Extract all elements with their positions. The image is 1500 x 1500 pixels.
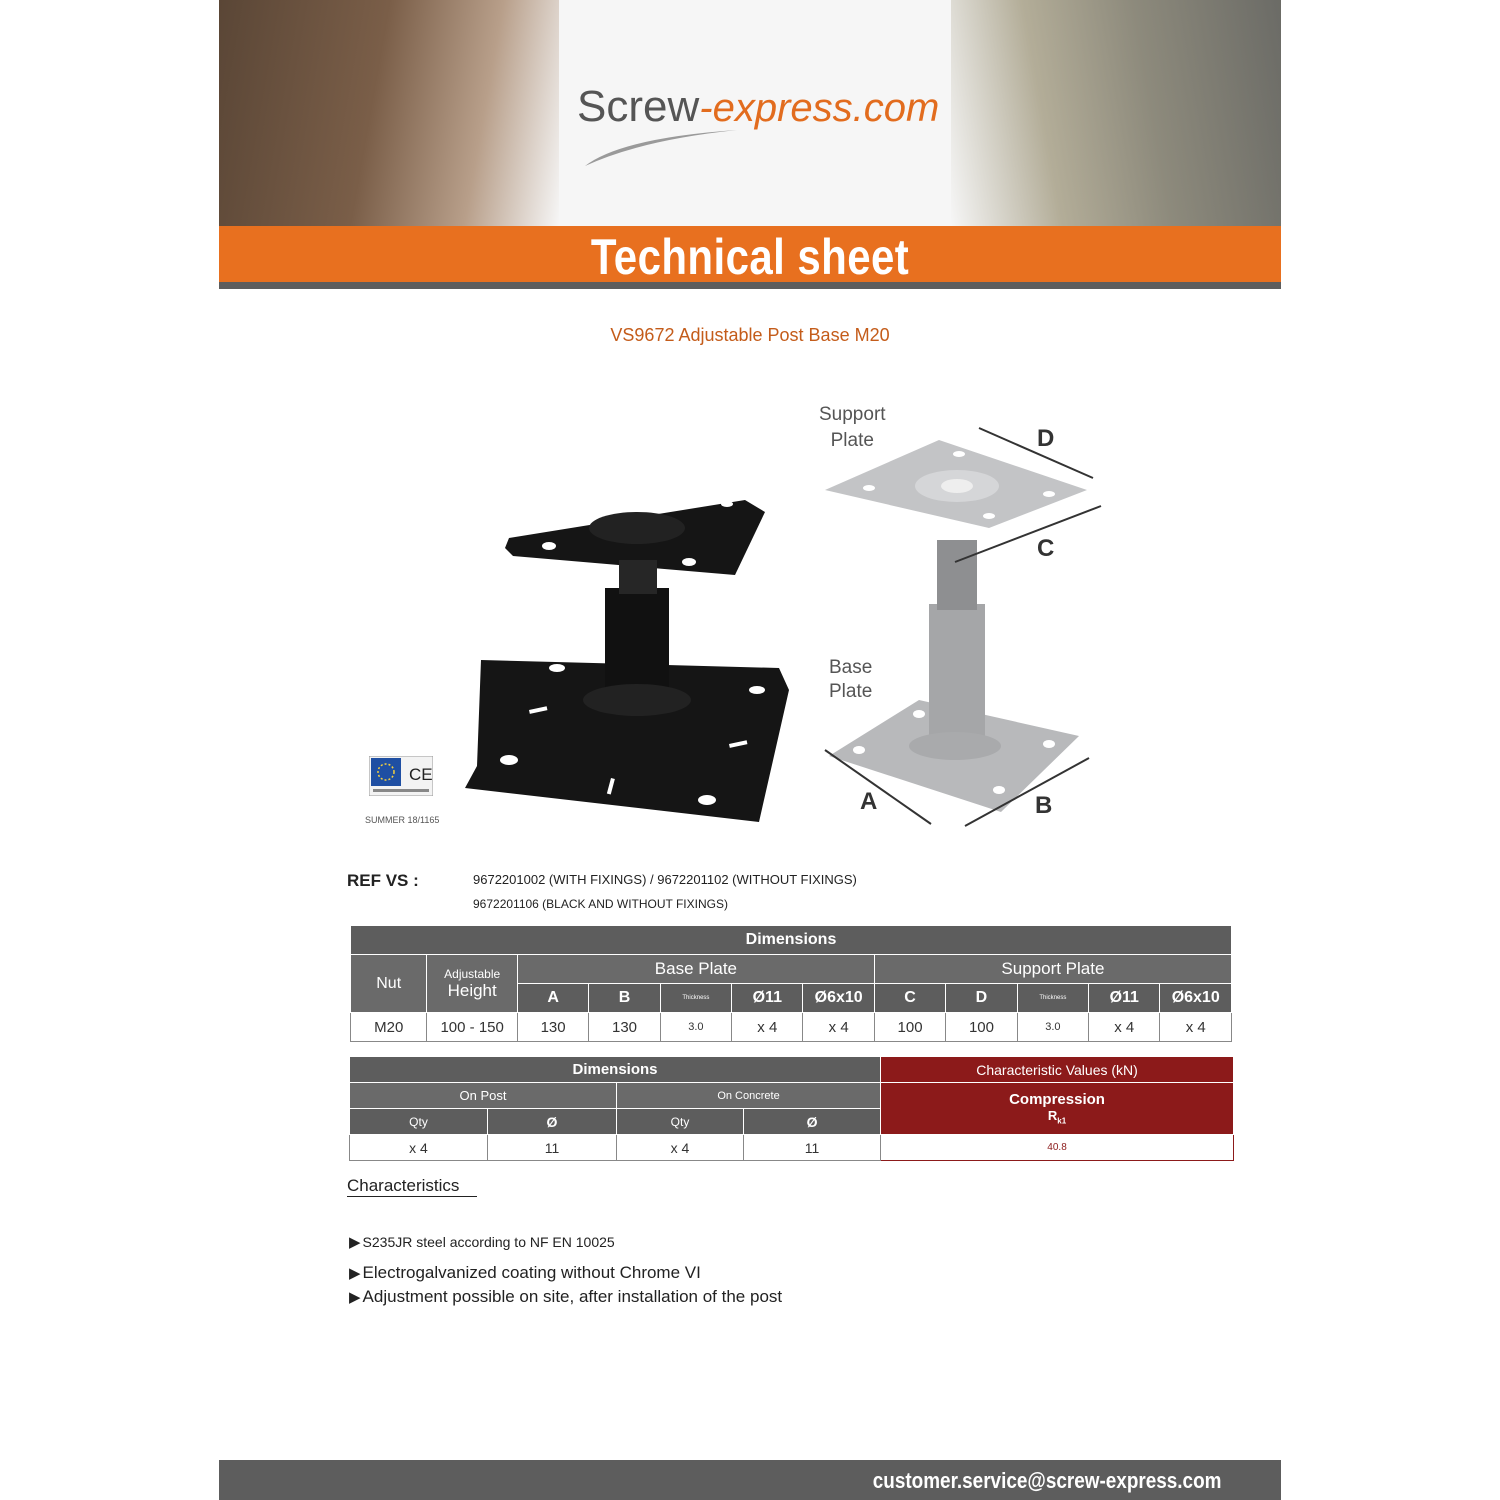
- adjustable-label: Adjustable: [444, 966, 501, 981]
- on-post-header: On Post: [350, 1083, 617, 1109]
- post-qty-header: Qty: [350, 1109, 488, 1135]
- fixings-table: [349, 1056, 1234, 1161]
- ref-line-2: 9672201106 (BLACK AND WITHOUT FIXINGS): [473, 897, 728, 911]
- cell-support-d6x10: x 4: [1160, 1013, 1232, 1042]
- compression-label: Compression: [1009, 1091, 1105, 1109]
- col-d: D: [946, 984, 1017, 1013]
- base-plate-label-line1: Base: [829, 657, 873, 678]
- cell-a: 130: [517, 1013, 588, 1042]
- dimension-letter-b: B: [1035, 792, 1053, 819]
- col-c: C: [874, 984, 945, 1013]
- post-dia-header: Ø: [488, 1109, 617, 1135]
- characteristic-text: Electrogalvanized coating without Chrome VI: [362, 1263, 701, 1282]
- product-title: VS9672 Adjustable Post Base M20: [610, 325, 890, 345]
- cell-support-thickness: 3.0: [1017, 1013, 1088, 1042]
- compression-header: [881, 1083, 1234, 1135]
- logo-text-domain: -express.com: [699, 86, 940, 130]
- col-support-d6x10: Ø6x10: [1160, 984, 1232, 1013]
- nut-header: Nut: [351, 955, 427, 1013]
- characteristics-title: Characteristics: [347, 1176, 477, 1197]
- cell-post-qty: x 4: [350, 1135, 488, 1161]
- cell-concrete-dia: 11: [744, 1135, 881, 1161]
- dimensions-table-title: Dimensions: [351, 926, 1232, 955]
- base-plate-label-line2: Plate: [829, 681, 873, 702]
- list-item: [349, 1263, 701, 1283]
- bullet-arrow-icon: ▶: [349, 1289, 361, 1306]
- table-row: [350, 1135, 1234, 1161]
- height-label: Height: [447, 980, 497, 1000]
- base-plate-label: [829, 656, 872, 704]
- cell-concrete-qty: x 4: [617, 1135, 744, 1161]
- table-row: [351, 1013, 1232, 1042]
- col-support-thickness: Thickness: [1017, 984, 1088, 1013]
- bullet-arrow-icon: ▶: [349, 1234, 361, 1251]
- concrete-dia-header: Ø: [744, 1109, 881, 1135]
- cell-nut: M20: [351, 1013, 427, 1042]
- rk-letter: R: [1047, 1108, 1058, 1124]
- col-base-thickness: Thickness: [660, 984, 731, 1013]
- col-a: A: [517, 984, 588, 1013]
- col-base-d6x10: Ø6x10: [803, 984, 874, 1013]
- cell-d: 100: [946, 1013, 1017, 1042]
- base-plate-header: Base Plate: [517, 955, 874, 984]
- rk-subscript: k1: [1057, 1116, 1067, 1126]
- support-plate-label-line1: Support: [819, 404, 886, 425]
- cell-base-thickness: 3.0: [660, 1013, 731, 1042]
- support-plate-label-line2: Plate: [830, 430, 874, 451]
- fixings-title: Dimensions: [350, 1057, 881, 1083]
- cell-base-d11: x 4: [732, 1013, 803, 1042]
- support-email-link[interactable]: customer.service@screw-express.com: [872, 1468, 1221, 1493]
- cell-support-d11: x 4: [1089, 1013, 1160, 1042]
- list-item: [349, 1287, 782, 1307]
- adjustable-height-header: [427, 955, 518, 1013]
- on-concrete-header: On Concrete: [617, 1083, 881, 1109]
- ref-line-1: 9672201002 (WITH FIXINGS) / 9672201102 (WITHOUT FIXINGS): [473, 872, 857, 887]
- ref-label: REF VS :: [347, 871, 419, 890]
- product-illustration: [219, 0, 1281, 860]
- eta-ce-mark-icon: [369, 756, 433, 796]
- cell-height: 100 - 150: [427, 1013, 518, 1042]
- dimension-letter-d: D: [1037, 425, 1055, 452]
- logo-text-screw: Screw: [577, 82, 700, 131]
- dimension-letter-c: C: [1037, 535, 1055, 562]
- footer-bar: [219, 1460, 1281, 1500]
- col-b: B: [589, 984, 660, 1013]
- rk-label: [881, 1108, 1233, 1126]
- support-plate-header: Support Plate: [874, 955, 1231, 984]
- cell-c: 100: [874, 1013, 945, 1042]
- dimension-letter-a: A: [860, 788, 878, 815]
- cell-b: 130: [589, 1013, 660, 1042]
- black-post-base-image: [465, 478, 789, 822]
- col-base-d11: Ø11: [732, 984, 803, 1013]
- list-item: [349, 1233, 615, 1251]
- svg-text:CE: CE: [409, 765, 433, 784]
- banner-title: Technical sheet: [590, 229, 910, 285]
- technical-sheet: [219, 0, 1281, 1500]
- characteristic-values-title: Characteristic Values (kN): [881, 1057, 1234, 1083]
- certification-number: SUMMER 18/1165: [365, 815, 440, 825]
- support-plate-label: [819, 402, 886, 454]
- characteristic-text: Adjustment possible on site, after installation of the post: [362, 1287, 783, 1306]
- cell-compression-value: 40.8: [881, 1135, 1234, 1161]
- concrete-qty-header: Qty: [617, 1109, 744, 1135]
- cell-post-dia: 11: [488, 1135, 617, 1161]
- dimensions-table: [350, 925, 1232, 1042]
- bullet-arrow-icon: ▶: [349, 1265, 361, 1282]
- cell-base-d6x10: x 4: [803, 1013, 874, 1042]
- silver-post-base-image: [825, 428, 1101, 826]
- col-support-d11: Ø11: [1089, 984, 1160, 1013]
- characteristic-text: S235JR steel according to NF EN 10025: [362, 1234, 615, 1250]
